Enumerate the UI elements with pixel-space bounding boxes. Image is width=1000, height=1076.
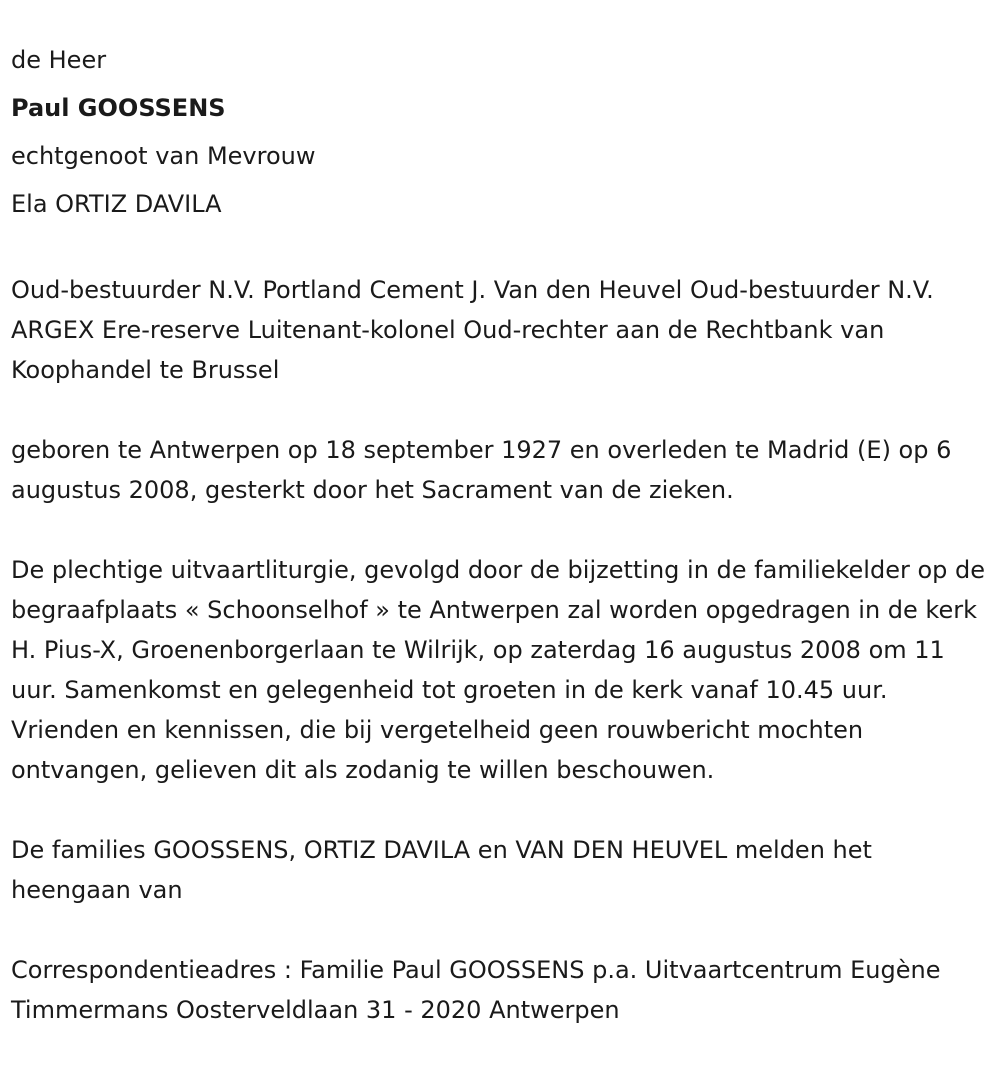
spouse-name: Ela ORTIZ DAVILA	[11, 190, 222, 218]
spouse-prefix: echtgenoot van Mevrouw	[11, 142, 316, 170]
birth-death-paragraph: geboren te Antwerpen op 18 september 1927 en overleden te Madrid (E) op 6 augustus 2008, gesterkt door het Sacrament van de zieken.	[11, 436, 952, 504]
correspondence-paragraph: Correspondentieadres : Familie Paul GOOSSENS p.a. Uitvaartcentrum Eugène Timmermans Oosterveldlaan 31 - 2020 Antwerpen	[11, 956, 941, 1024]
funeral-paragraph: De plechtige uitvaartliturgie, gevolgd door de bijzetting in de familiekelder op de begraafplaats « Schoonselhof » te Antwerpen zal worden opgedragen in de kerk H. Pius-X, Groenenborgerlaan te Wilrijk, op zaterdag 16 augustus 2008 om 11 uur. Samenkomst en gelegenheid tot groeten in de kerk vanaf 10.45 uur. Vrienden en kennissen, die bij vergetelheid geen rouwbericht mochten ontvangen, gelieven dit als zodanig te willen beschouwen.	[11, 556, 986, 784]
families-paragraph: De families GOOSSENS, ORTIZ DAVILA en VAN DEN HEUVEL melden het heengaan van	[11, 836, 872, 904]
title-prefix: de Heer	[11, 46, 107, 74]
deceased-name: Paul GOOSSENS	[11, 94, 226, 122]
career-paragraph: Oud-bestuurder N.V. Portland Cement J. Van den Heuvel Oud-bestuurder N.V. ARGEX Ere-reserve Luitenant-kolonel Oud-rechter aan de Rechtbank van Koophandel te Brussel	[11, 276, 934, 384]
obituary-notice	[11, 36, 991, 1030]
